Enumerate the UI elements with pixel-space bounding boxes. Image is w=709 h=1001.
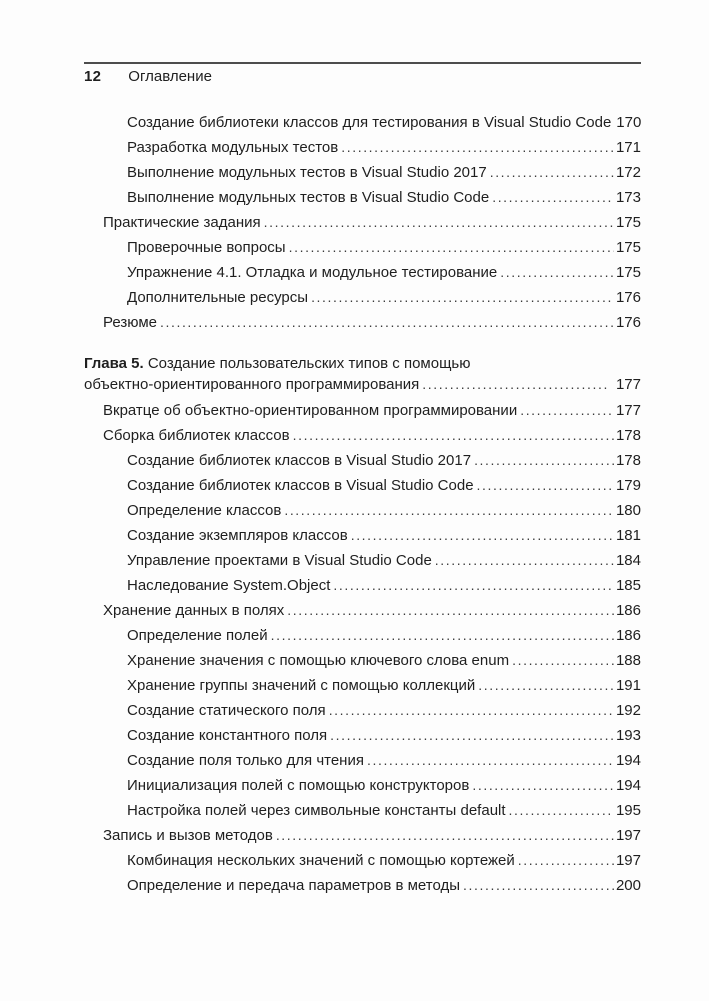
toc-entry-page: 172 xyxy=(615,164,641,181)
dot-leader xyxy=(276,827,614,844)
toc-entry xyxy=(84,652,641,677)
page-number: 12 xyxy=(84,68,102,85)
toc-entry xyxy=(84,314,641,339)
toc-entry xyxy=(84,214,641,239)
chapter-title-line1 xyxy=(84,354,641,374)
toc-entry-page: 191 xyxy=(615,677,641,694)
toc-entry-page: 176 xyxy=(615,314,641,331)
toc-entry-title: Создание библиотек классов в Visual Studio 2017 xyxy=(127,452,472,469)
dot-leader xyxy=(474,452,614,469)
dot-leader xyxy=(287,602,614,619)
toc-entry-page: 171 xyxy=(615,139,641,156)
toc-entry-page: 177 xyxy=(615,376,641,393)
toc-entry-page: 178 xyxy=(615,452,641,469)
toc-entry xyxy=(84,289,641,314)
toc-entry xyxy=(84,852,641,877)
toc-entry-page: 175 xyxy=(615,214,641,231)
toc-entry-page: 180 xyxy=(615,502,641,519)
toc-entry-title: Резюме xyxy=(103,314,157,331)
dot-leader xyxy=(463,877,614,894)
dot-leader xyxy=(490,164,614,181)
toc-entry-page: 181 xyxy=(615,527,641,544)
toc-entry-page: 188 xyxy=(615,652,641,669)
toc-entry-title: Определение полей xyxy=(127,627,268,644)
toc-entry xyxy=(84,139,641,164)
toc-entry-page: 186 xyxy=(615,627,641,644)
toc-entry-title: Комбинация нескольких значений с помощью кортежей xyxy=(127,852,515,869)
toc-entry-title: Определение и передача параметров в методы xyxy=(127,877,461,894)
toc-entry-page: 175 xyxy=(615,239,641,256)
dot-leader xyxy=(330,727,614,744)
toc-entry-page: 170 xyxy=(616,114,642,131)
toc-entry-title: Создание экземпляров классов xyxy=(127,527,348,544)
toc-entry-title: Определение классов xyxy=(127,502,282,519)
toc-entry xyxy=(84,777,641,802)
dot-leader xyxy=(160,314,614,331)
toc-entry-page: 194 xyxy=(615,752,641,769)
dot-leader xyxy=(472,777,614,794)
dot-leader xyxy=(351,527,614,544)
dot-leader xyxy=(264,214,614,231)
toc-entry xyxy=(84,802,641,827)
toc-entry-title: Создание библиотеки классов для тестирования в Visual Studio Code xyxy=(127,114,612,131)
dot-leader xyxy=(477,477,614,494)
toc-chapter-entry xyxy=(84,354,641,395)
toc-entry xyxy=(84,727,641,752)
toc-entry xyxy=(84,427,641,452)
dot-leader xyxy=(341,139,614,156)
chapter-title-line2: объектно-ориентированного программирования xyxy=(84,376,420,393)
toc-entry-title: Выполнение модульных тестов в Visual Studio 2017 xyxy=(127,164,487,181)
toc-entry-title: Хранение данных в полях xyxy=(103,602,285,619)
toc-entry-title: Сборка библиотек классов xyxy=(103,427,290,444)
toc-entry xyxy=(84,502,641,527)
toc-entry xyxy=(84,577,641,602)
dot-leader xyxy=(492,189,614,206)
running-head-title: Оглавление xyxy=(128,68,212,85)
toc-entry-page: 200 xyxy=(615,877,641,894)
toc-entry xyxy=(84,527,641,552)
dot-leader xyxy=(435,552,614,569)
toc-entry-title: Инициализация полей с помощью конструкторов xyxy=(127,777,470,794)
toc-entry xyxy=(84,827,641,852)
dot-leader xyxy=(512,652,614,669)
chapter-number-label: Глава 5. xyxy=(84,355,144,372)
toc-entry-title: Создание константного поля xyxy=(127,727,328,744)
dot-leader xyxy=(311,289,614,306)
toc-entry-page: 177 xyxy=(615,402,641,419)
toc-entry-page: 192 xyxy=(615,702,641,719)
toc-entry-title: Хранение группы значений с помощью коллекций xyxy=(127,677,476,694)
toc-entry-page: 194 xyxy=(615,777,641,794)
toc-entry xyxy=(84,452,641,477)
toc-entry-page: 179 xyxy=(615,477,641,494)
toc-entry-title: Запись и вызов методов xyxy=(103,827,273,844)
toc-entry-title: Управление проектами в Visual Studio Code xyxy=(127,552,432,569)
toc-entry-title: Практические задания xyxy=(103,214,261,231)
toc-entry-title: Создание статического поля xyxy=(127,702,326,719)
toc-entry-page: 185 xyxy=(615,577,641,594)
toc-entry xyxy=(84,627,641,652)
dot-leader xyxy=(271,627,614,644)
toc-entry-title: Дополнительные ресурсы xyxy=(127,289,309,306)
dot-leader xyxy=(329,702,614,719)
toc-entry-title: Разработка модульных тестов xyxy=(127,139,339,156)
dot-leader xyxy=(518,852,614,869)
dot-leader xyxy=(478,677,614,694)
dot-leader xyxy=(500,264,614,281)
toc-entry xyxy=(84,477,641,502)
toc-entry-title: Создание библиотек классов в Visual Studio Code xyxy=(127,477,474,494)
dot-leader xyxy=(520,402,614,419)
toc-entry-page: 184 xyxy=(615,552,641,569)
dot-leader xyxy=(333,577,614,594)
running-head xyxy=(84,68,212,85)
toc-entry-page: 175 xyxy=(615,264,641,281)
toc-entry xyxy=(84,164,641,189)
toc-entry xyxy=(84,677,641,702)
toc-entry-title: Наследование System.Object xyxy=(127,577,331,594)
toc-entry-page: 178 xyxy=(615,427,641,444)
toc-entry-title: Настройка полей через символьные константы default xyxy=(127,802,506,819)
dot-leader xyxy=(293,427,614,444)
toc-entry-page: 195 xyxy=(615,802,641,819)
toc-entry xyxy=(84,702,641,727)
toc-entry-page: 186 xyxy=(615,602,641,619)
toc-list xyxy=(84,114,641,902)
dot-leader xyxy=(289,239,614,256)
toc-entry xyxy=(84,602,641,627)
toc-entry-page: 193 xyxy=(615,727,641,744)
toc-entry-title: Вкратце об объектно-ориентированном программировании xyxy=(103,402,518,419)
toc-entry xyxy=(84,264,641,289)
dot-leader xyxy=(284,502,614,519)
toc-entry-page: 176 xyxy=(615,289,641,306)
toc-entry-title: Проверочные вопросы xyxy=(127,239,286,256)
toc-entry-page: 173 xyxy=(615,189,641,206)
dot-leader xyxy=(367,752,614,769)
toc-entry-page: 197 xyxy=(615,852,641,869)
toc-entry-page: 197 xyxy=(615,827,641,844)
dot-leader xyxy=(422,374,610,395)
toc-entry xyxy=(84,752,641,777)
chapter-title-rest: Создание пользовательских типов с помощью xyxy=(147,355,471,372)
toc-entry xyxy=(84,877,641,902)
toc-entry-title: Выполнение модульных тестов в Visual Studio Code xyxy=(127,189,490,206)
dot-leader xyxy=(509,802,614,819)
toc-entry-title: Упражнение 4.1. Отладка и модульное тестирование xyxy=(127,264,498,281)
toc-entry xyxy=(84,189,641,214)
header-rule xyxy=(84,62,641,64)
toc-entry xyxy=(84,402,641,427)
toc-entry-title: Хранение значения с помощью ключевого слова enum xyxy=(127,652,510,669)
toc-entry xyxy=(84,239,641,264)
toc-entry xyxy=(84,552,641,577)
toc-entry-title: Создание поля только для чтения xyxy=(127,752,364,769)
toc-entry xyxy=(84,114,641,139)
